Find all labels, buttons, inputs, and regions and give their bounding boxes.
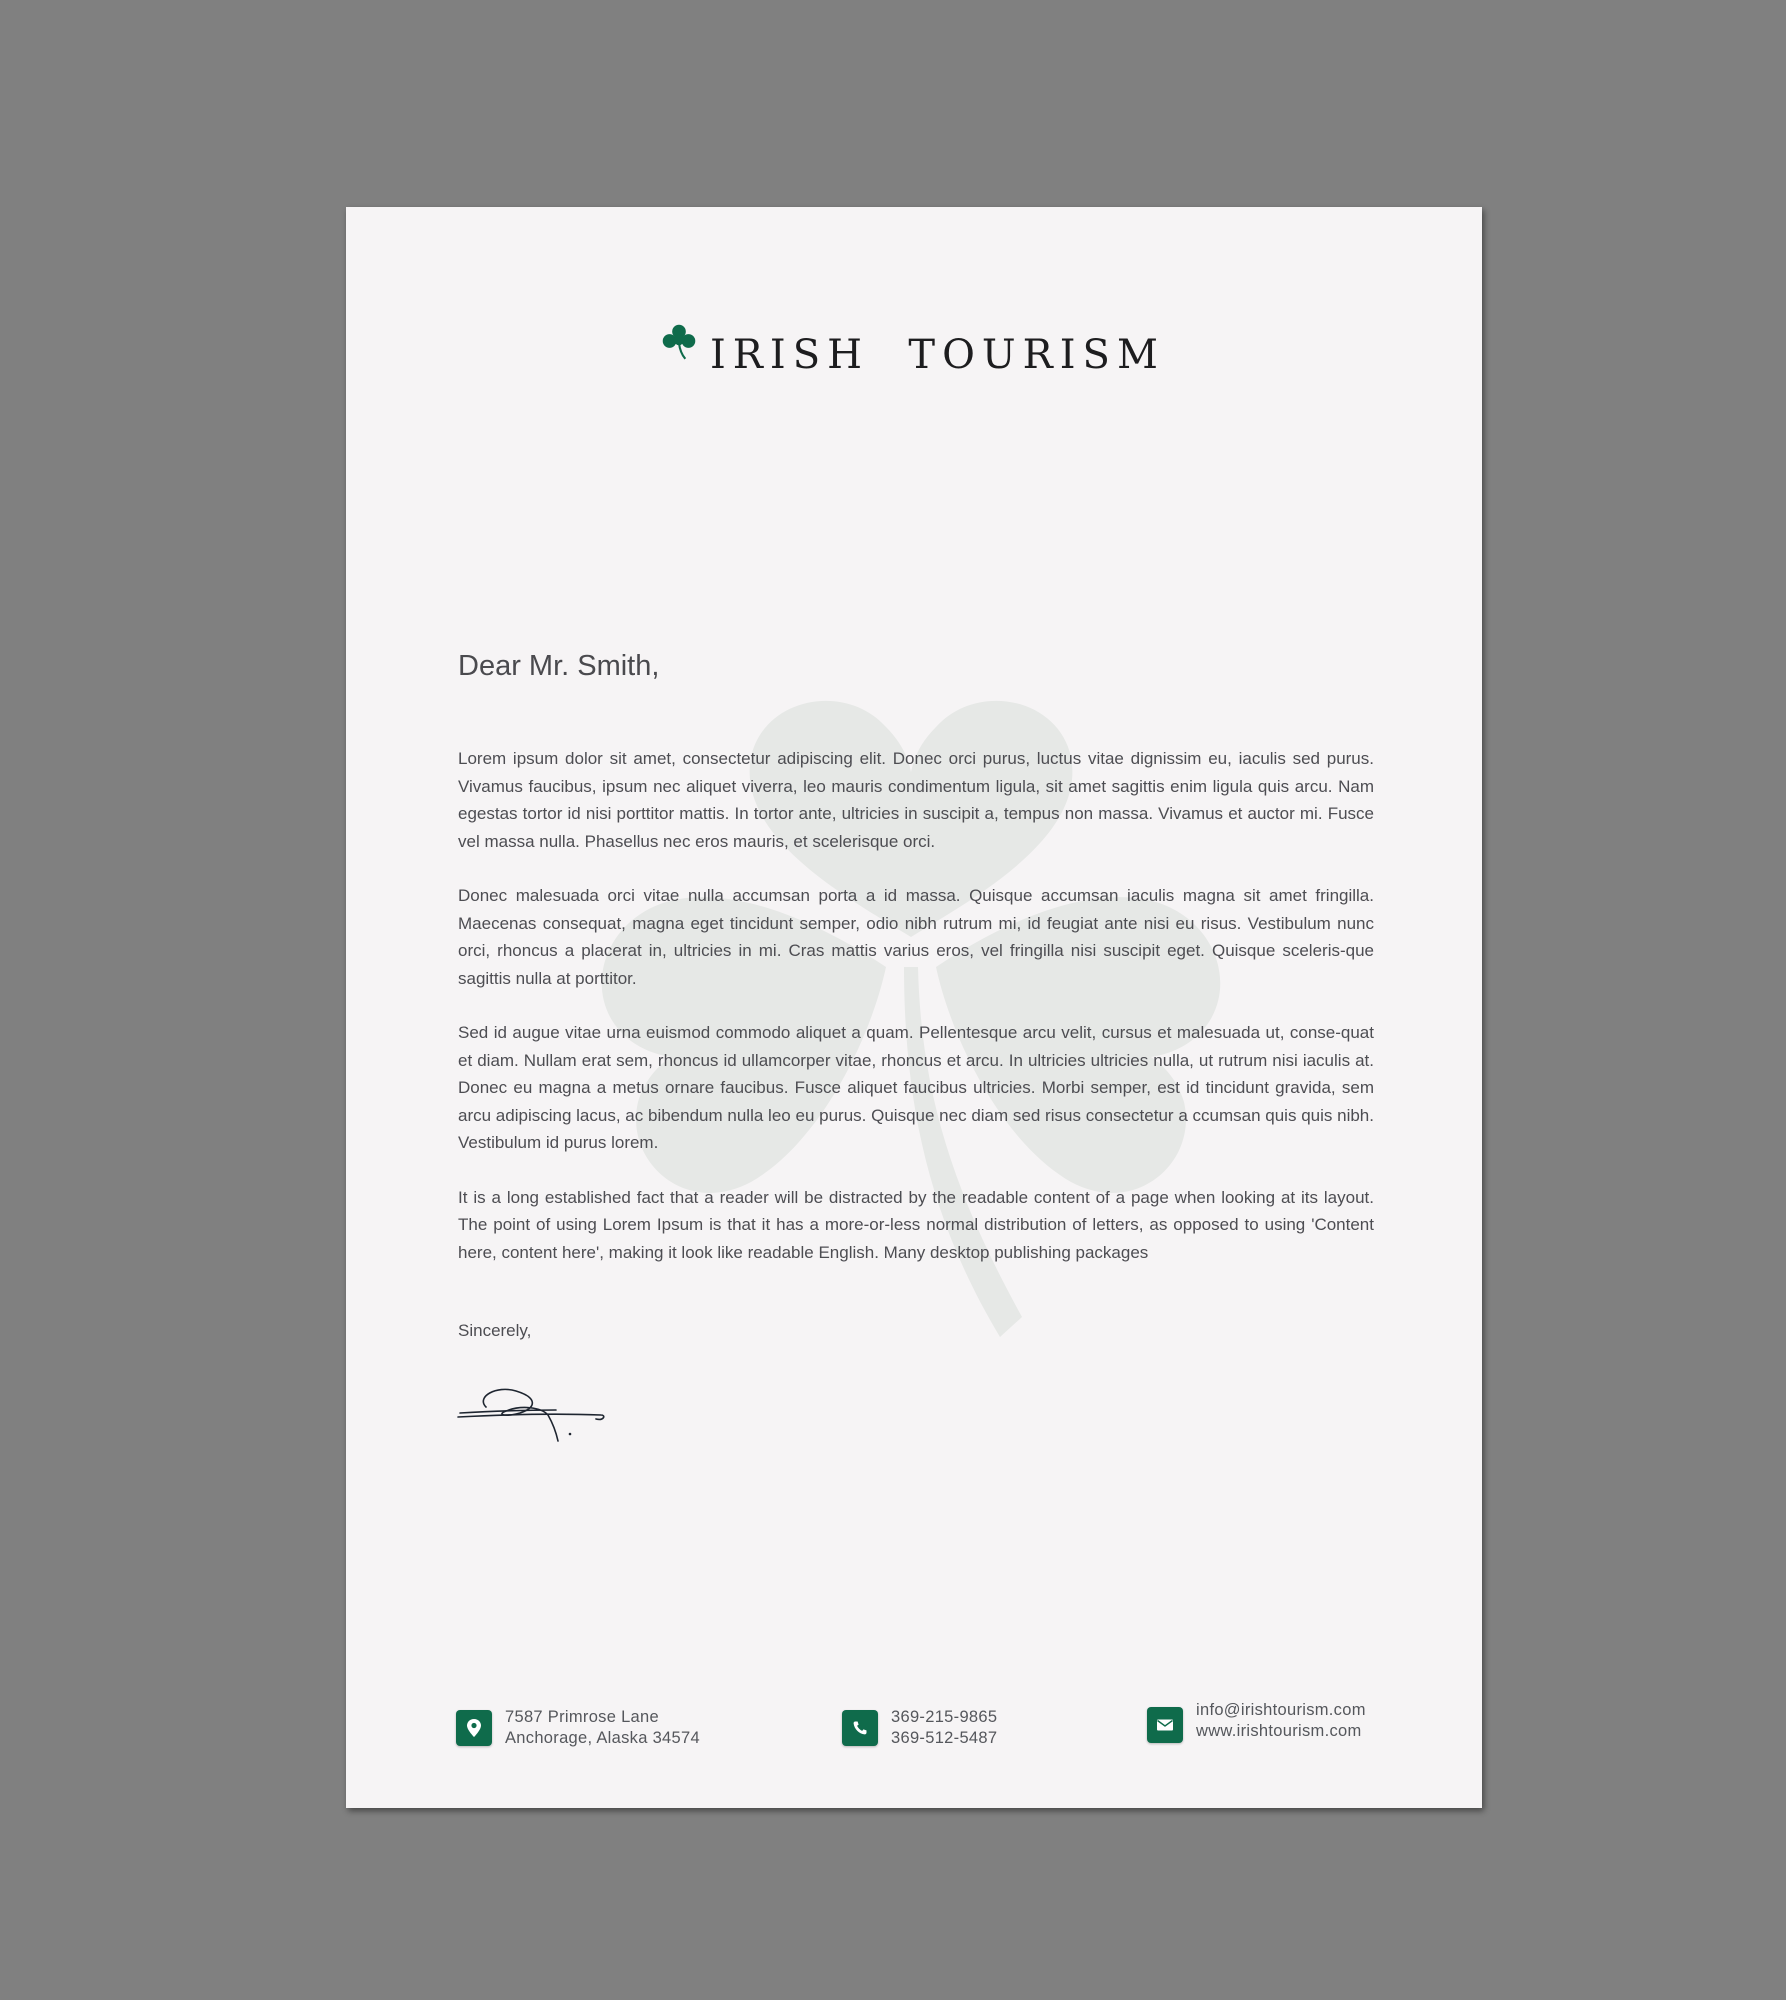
website-link[interactable]: www.irishtourism.com [1196,1722,1362,1740]
shamrock-icon [658,320,700,362]
letter-body [458,745,1374,1293]
location-pin-icon [456,1710,492,1746]
email-link[interactable]: info@irishtourism.com [1196,1701,1366,1719]
phone-line-1[interactable]: 369-215-9865 [891,1708,998,1726]
brand-logo [658,315,1165,395]
envelope-icon [1147,1707,1183,1743]
phone-icon [842,1710,878,1746]
phone-line-2[interactable]: 369-512-5487 [891,1729,998,1747]
body-paragraph: Lorem ipsum dolor sit amet, consectetur adipiscing elit. Donec orci purus, luctus vitae dignissim eu, iaculis sed purus. Vivamus faucibus, ipsum nec aliquet viverra, leo mauris condimentum ligula, sit amet sagittis enim ligula quis arcu. Nam egestas tortor id nisi porttitor mattis. In tortor ante, ultricies in suscipit a, tempus non massa. Vivamus et auctor mi. Fusce vel massa nulla. Phasellus nec eros mauris, et scelerisque orci. [458,749,1374,851]
address-line-2: Anchorage, Alaska 34574 [505,1729,700,1747]
footer-address [456,1707,700,1749]
footer-phone [842,1707,997,1749]
letterhead-page [346,207,1482,1808]
body-paragraph: It is a long established fact that a reader will be distracted by the readable content of a page when looking at its layout. The point of using Lorem Ipsum is that it has a more-or-less normal distribution of letters, as opposed to using 'Content here, content here', making it look like readable English. Many desktop publishing packages [458,1187,1374,1262]
body-paragraph: Donec malesuada orci vitae nulla accumsan porta a id massa. Quisque accumsan iaculis magna sit amet fringilla. Maecenas consequat, magna eget tincidunt semper, odio nibh rutrum mi, id feugiat ante nisi eu risus. Vestibulum nunc orci, rhoncus a placerat in, ultricies in mi. Cras mattis varius eros, vel fringilla nisi suscipit eget. Quisque sceleris-que sagittis nulla at porttitor. [458,886,1374,988]
signature [456,1377,606,1447]
address-line-1: 7587 Primrose Lane [505,1708,659,1726]
footer-contact [1147,1701,1366,1743]
body-paragraph: Sed id augue vitae urna euismod commodo aliquet a quam. Pellentesque arcu velit, cursus et malesuada ut, conse-quat et diam. Nullam erat sem, rhoncus id ullamcorper vitae, rhoncus et arcu. In ultricies ultricies nulla, ut rutrum nisi iaculis at. Donec eu magna a metus ornare faucibus. Fusce aliquet faucibus ultricies. Morbi semper, est id tincidunt gravida, sem arcu adipiscing lacus, ac bibendum nulla leo eu purus. Quisque nec diam sed risus consectetur a ccumsan quis quis nibh. Vestibulum id purus lorem. [458,1023,1374,1152]
letter-salutation: Dear Mr. Smith, [458,650,660,682]
letter-closing: Sincerely, [458,1321,532,1340]
brand-name: IRISH TOURISM [710,332,1165,378]
